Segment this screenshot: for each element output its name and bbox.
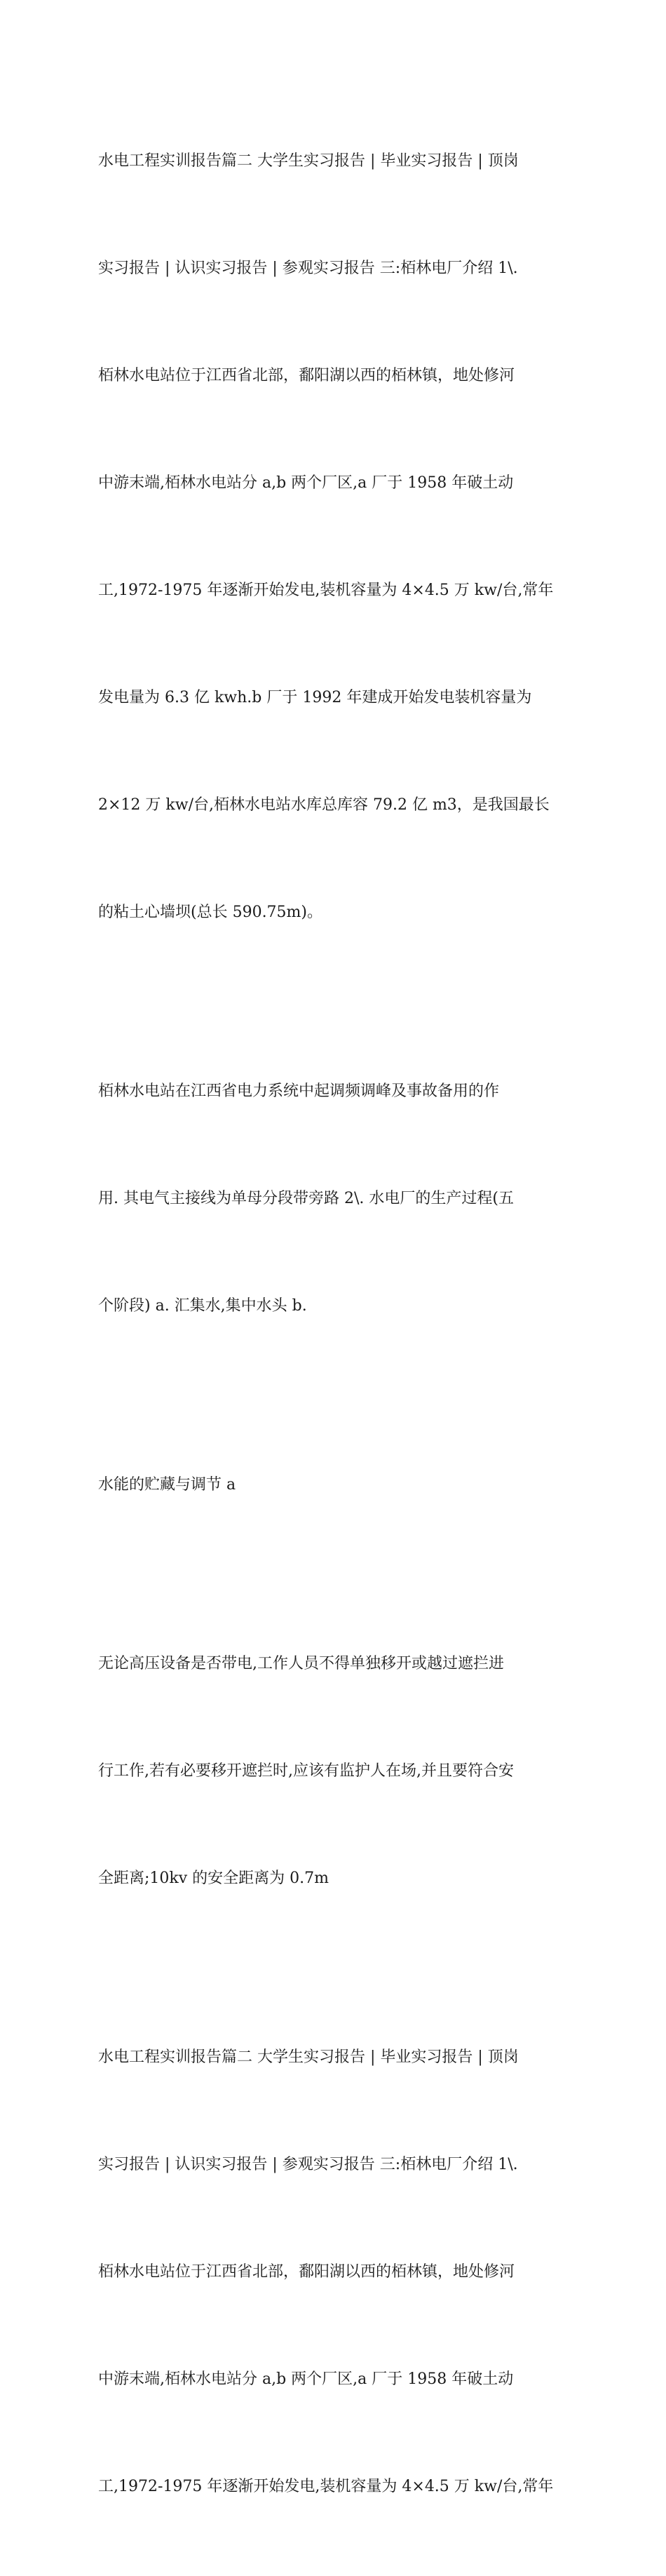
text-line: 行工作,若有必要移开遮拦时,应该有监护人在场,并且要符合安	[98, 1762, 514, 1780]
text-line: 水能的贮藏与调节 a	[98, 1476, 236, 1494]
paragraph-intro-repeat	[98, 1968, 575, 2576]
text-line: 栢林水电站位于江西省北部，鄱阳湖以西的栢林镇，地处修河	[98, 2263, 515, 2281]
text-line: 栢林水电站在江西省电力系统中起调频调峰及事故备用的作	[98, 1082, 500, 1100]
paragraph-power-system-role	[98, 1002, 575, 1395]
paragraph-water-storage	[98, 1395, 575, 1574]
text-line: 实习报告 | 认识实习报告 | 参观实习报告 三:栢林电厂介绍 1\.	[98, 2156, 518, 2173]
text-line: 无论高压设备是否带电,工作人员不得单独移开或越过遮拦进	[98, 1655, 504, 1672]
paragraph-intro	[98, 72, 575, 1002]
paragraph-safety-rules	[98, 1574, 575, 1968]
text-line: 中游末端,栢林水电站分 a,b 两个厂区,a 厂于 1958 年破土动	[98, 474, 514, 492]
text-line: 栢林水电站位于江西省北部，鄱阳湖以西的栢林镇，地处修河	[98, 367, 515, 384]
text-line: 用. 其电气主接线为单母分段带旁路 2\. 水电厂的生产过程(五	[98, 1190, 514, 1207]
text-line: 全距离;10kv 的安全距离为 0.7m	[98, 1870, 329, 1887]
text-line: 2×12 万 kw/台,栢林水电站水库总库容 79.2 亿 m3，是我国最长	[98, 796, 550, 814]
text-line: 中游末端,栢林水电站分 a,b 两个厂区,a 厂于 1958 年破土动	[98, 2370, 514, 2388]
text-line: 发电量为 6.3 亿 kwh.b 厂于 1992 年建成开始发电装机容量为	[98, 689, 532, 706]
text-line: 水电工程实训报告篇二 大学生实习报告 | 毕业实习报告 | 顶岗	[98, 2048, 519, 2066]
text-line: 的粘土心墙坝(总长 590.75m)。	[98, 904, 322, 921]
text-line: 工,1972-1975 年逐渐开始发电,装机容量为 4×4.5 万 kw/台,常年	[98, 582, 554, 599]
text-line: 工,1972-1975 年逐渐开始发电,装机容量为 4×4.5 万 kw/台,常年	[98, 2478, 554, 2495]
text-line: 水电工程实训报告篇二 大学生实习报告 | 毕业实习报告 | 顶岗	[98, 152, 519, 170]
text-line: 实习报告 | 认识实习报告 | 参观实习报告 三:栢林电厂介绍 1\.	[98, 260, 518, 277]
text-line: 个阶段) a. 汇集水,集中水头 b.	[98, 1297, 307, 1315]
document-body	[98, 72, 575, 2576]
